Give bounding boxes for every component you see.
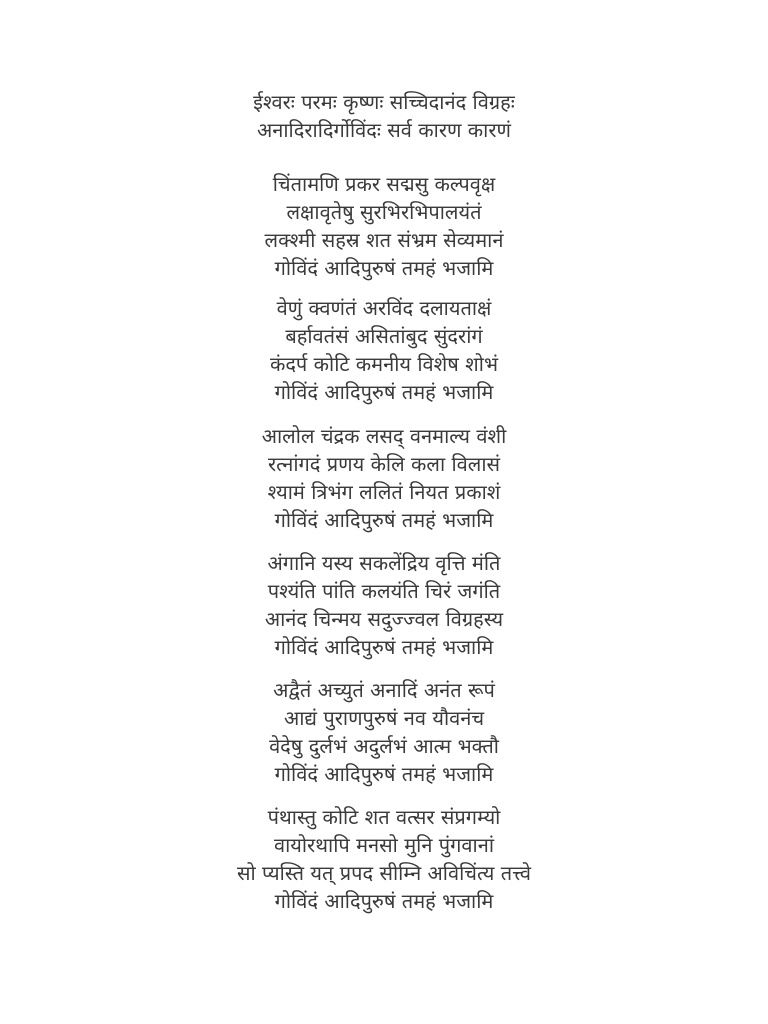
verse-line: अद्वैतं अच्युतं अनादिं अनंत रूपं — [273, 678, 495, 702]
verse-refrain: गोविंदं आदिपुरुषं तमहं भजामि — [274, 635, 494, 659]
stanza-6 — [0, 803, 768, 915]
verse-line: श्यामं त्रिभंग ललितं नियत प्रकाशं — [267, 480, 501, 504]
verse-line: पंथास्तु कोटि शत वत्सर संप्रगम्यो — [267, 805, 501, 829]
verse-refrain: गोविंदं आदिपुरुषं तमहं भजामि — [274, 508, 494, 532]
verse-line: आनंद चिन्मय सदुज्ज्वल विग्रहस्य — [264, 607, 504, 631]
verse-line: आलोल चंद्रक लसद् वनमाल्य वंशी — [261, 424, 507, 448]
verse-line: लक्षावृतेषु सुरभिरभिपालयंतं — [286, 200, 482, 224]
verse-line: अनादिरादिर्गोविंदः सर्व कारण कारणं — [257, 118, 511, 142]
verse-line: पश्यंति पांति कलयंति चिरं जगंति — [267, 579, 501, 603]
stanza-intro — [0, 88, 768, 144]
verse-refrain: गोविंदं आदिपुरुषं तमहं भजामि — [274, 256, 494, 280]
verse-line: वायोरथापि मनसो मुनि पुंगवानां — [273, 833, 495, 857]
stanza-1 — [0, 170, 768, 282]
verse-refrain: गोविंदं आदिपुरुषं तमहं भजामि — [274, 380, 494, 404]
stanza-4 — [0, 549, 768, 661]
verse-line: कंदर्प कोटि कमनीय विशेष शोभं — [269, 352, 499, 376]
verse-line: चिंतामणि प्रकर सद्मसु कल्पवृक्ष — [272, 172, 496, 196]
stanza-5 — [0, 676, 768, 788]
verse-refrain: गोविंदं आदिपुरुषं तमहं भजामि — [274, 889, 494, 913]
stanza-2 — [0, 294, 768, 406]
verse-refrain: गोविंदं आदिपुरुषं तमहं भजामि — [274, 762, 494, 786]
verse-line: ईश्वरः परमः कृष्णः सच्चिदानंद विग्रहः — [253, 90, 515, 114]
verse-line: सो प्यस्ति यत् प्रपद सीम्नि अविचिंत्य तत्त्वे — [236, 861, 531, 885]
verse-line: बर्हावतंसं असितांबुद सुंदरांगं — [285, 324, 483, 348]
verse-line: लक्श्मी सहस्र शत संभ्रम सेव्यमानं — [264, 228, 504, 252]
verse-line: आद्यं पुराणपुरुषं नव यौवनंच — [283, 706, 485, 730]
verse-line: वेदेषु दुर्लभं अदुर्लभं आत्म भक्तौ — [269, 734, 499, 758]
verse-line: वेणुं क्वणंतं अरविंद दलायताक्षं — [276, 296, 492, 320]
stanza-3 — [0, 422, 768, 534]
verse-line: रत्नांगदं प्रणय केलि कला विलासं — [267, 452, 501, 476]
verse-line: अंगानि यस्य सकलेंद्रिय वृत्ति मंति — [267, 551, 501, 575]
